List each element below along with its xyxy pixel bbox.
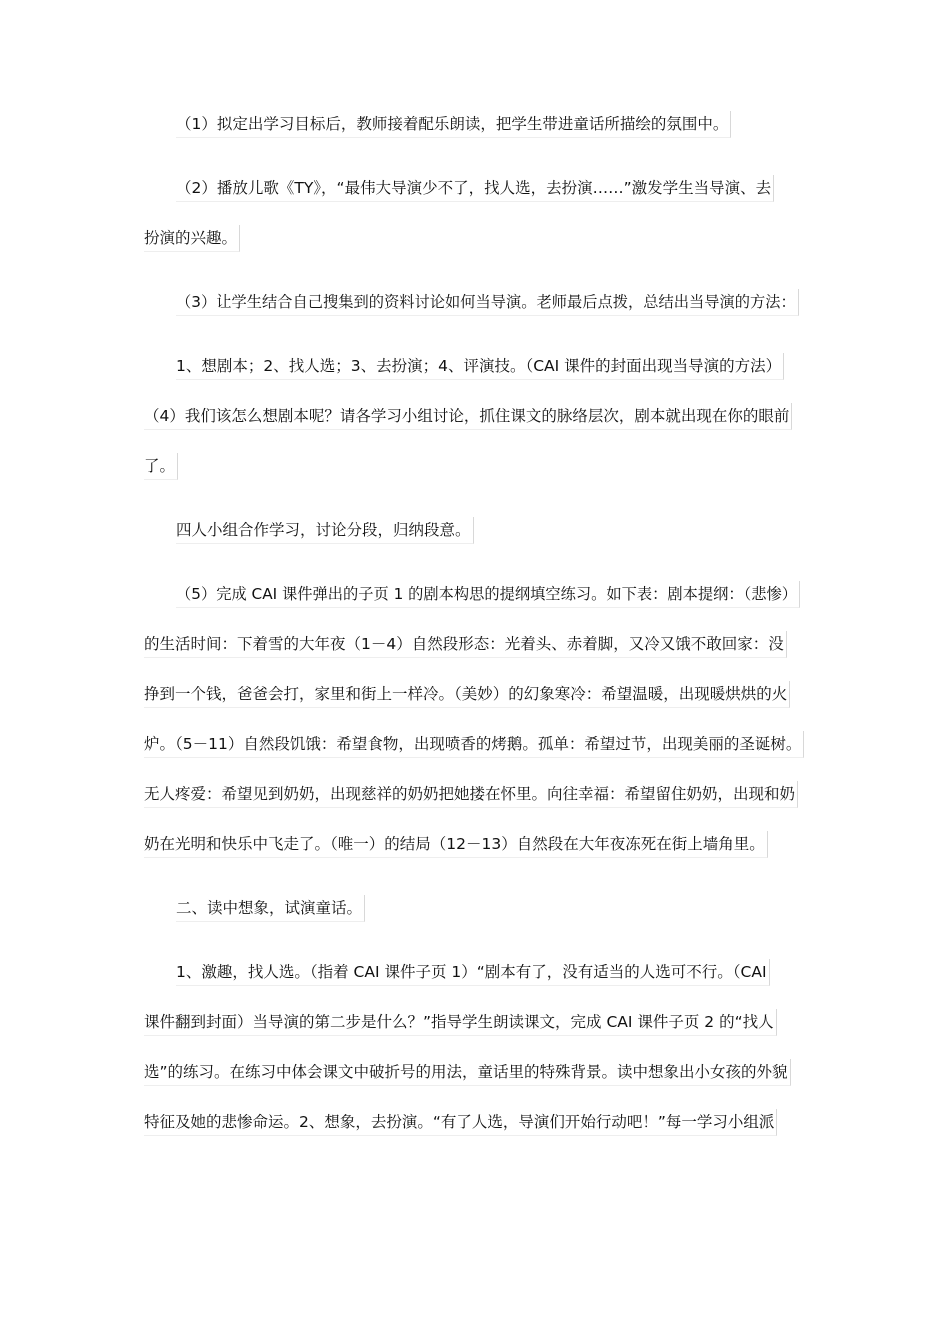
paragraph-2-line-2: 扮演的兴趣。 bbox=[144, 225, 240, 252]
paragraph-5-line-1: （4）我们该怎么想剧本呢？请各学习小组讨论，抓住课文的脉络层次，剧本就出现在你的眼前 bbox=[144, 403, 792, 430]
paragraph-8-line-1: 1、激趣，找人选。（指着 CAI 课件子页 1）“剧本有了，没有适当的人选可不行。（CAI bbox=[176, 959, 770, 986]
paragraph-7-line-1: （5）完成 CAI 课件弹出的子页 1 的剧本构思的提纲填空练习。如下表：剧本提纲：（悲惨） bbox=[176, 581, 800, 608]
paragraph-1-line-1: （1）拟定出学习目标后，教师接着配乐朗读，把学生带进童话所描绘的氛围中。 bbox=[176, 111, 731, 138]
paragraph-3-line-1: （3）让学生结合自己搜集到的资料讨论如何当导演。老师最后点拨，总结出当导演的方法： bbox=[176, 289, 799, 316]
paragraph-7-line-6: 奶在光明和快乐中飞走了。（唯一）的结局（12－13）自然段在大年夜冻死在街上墙角里。 bbox=[144, 831, 768, 858]
paragraph-7-line-2: 的生活时间：下着雪的大年夜（1－4）自然段形态：光着头、赤着脚，又冷又饿不敢回家：没 bbox=[144, 631, 787, 658]
paragraph-7-line-4: 炉。（5－11）自然段饥饿：希望食物，出现喷香的烤鹅。孤单：希望过节，出现美丽的圣诞树。 bbox=[144, 731, 804, 758]
paragraph-2-line-1: （2）播放儿歌《TY》，“最伟大导演少不了，找人选，去扮演……”激发学生当导演、去 bbox=[176, 175, 774, 202]
paragraph-8-line-2: 课件翻到封面）当导演的第二步是什么？”指导学生朗读课文，完成 CAI 课件子页 2 的“找人 bbox=[144, 1009, 777, 1036]
paragraph-8-line-3: 选”的练习。在练习中体会课文中破折号的用法，童话里的特殊背景。读中想象出小女孩的外貌 bbox=[144, 1059, 791, 1086]
paragraph-4-line-1: 1、想剧本；2、找人选；3、去扮演；4、评演技。（CAI 课件的封面出现当导演的方法） bbox=[176, 353, 784, 380]
section-heading: 二、读中想象，试演童话。 bbox=[176, 895, 365, 922]
paragraph-5-line-2: 了。 bbox=[144, 453, 178, 480]
paragraph-7-line-3: 挣到一个钱，爸爸会打，家里和街上一样冷。（美妙）的幻象寒冷：希望温暖，出现暖烘烘的火 bbox=[144, 681, 790, 708]
paragraph-7-line-5: 无人疼爱：希望见到奶奶，出现慈祥的奶奶把她搂在怀里。向往幸福：希望留住奶奶，出现和奶 bbox=[144, 781, 798, 808]
paragraph-8-line-4: 特征及她的悲惨命运。2、想象，去扮演。“有了人选，导演们开始行动吧！”每一学习小组派 bbox=[144, 1109, 777, 1136]
paragraph-6-line-1: 四人小组合作学习，讨论分段，归纳段意。 bbox=[176, 517, 474, 544]
